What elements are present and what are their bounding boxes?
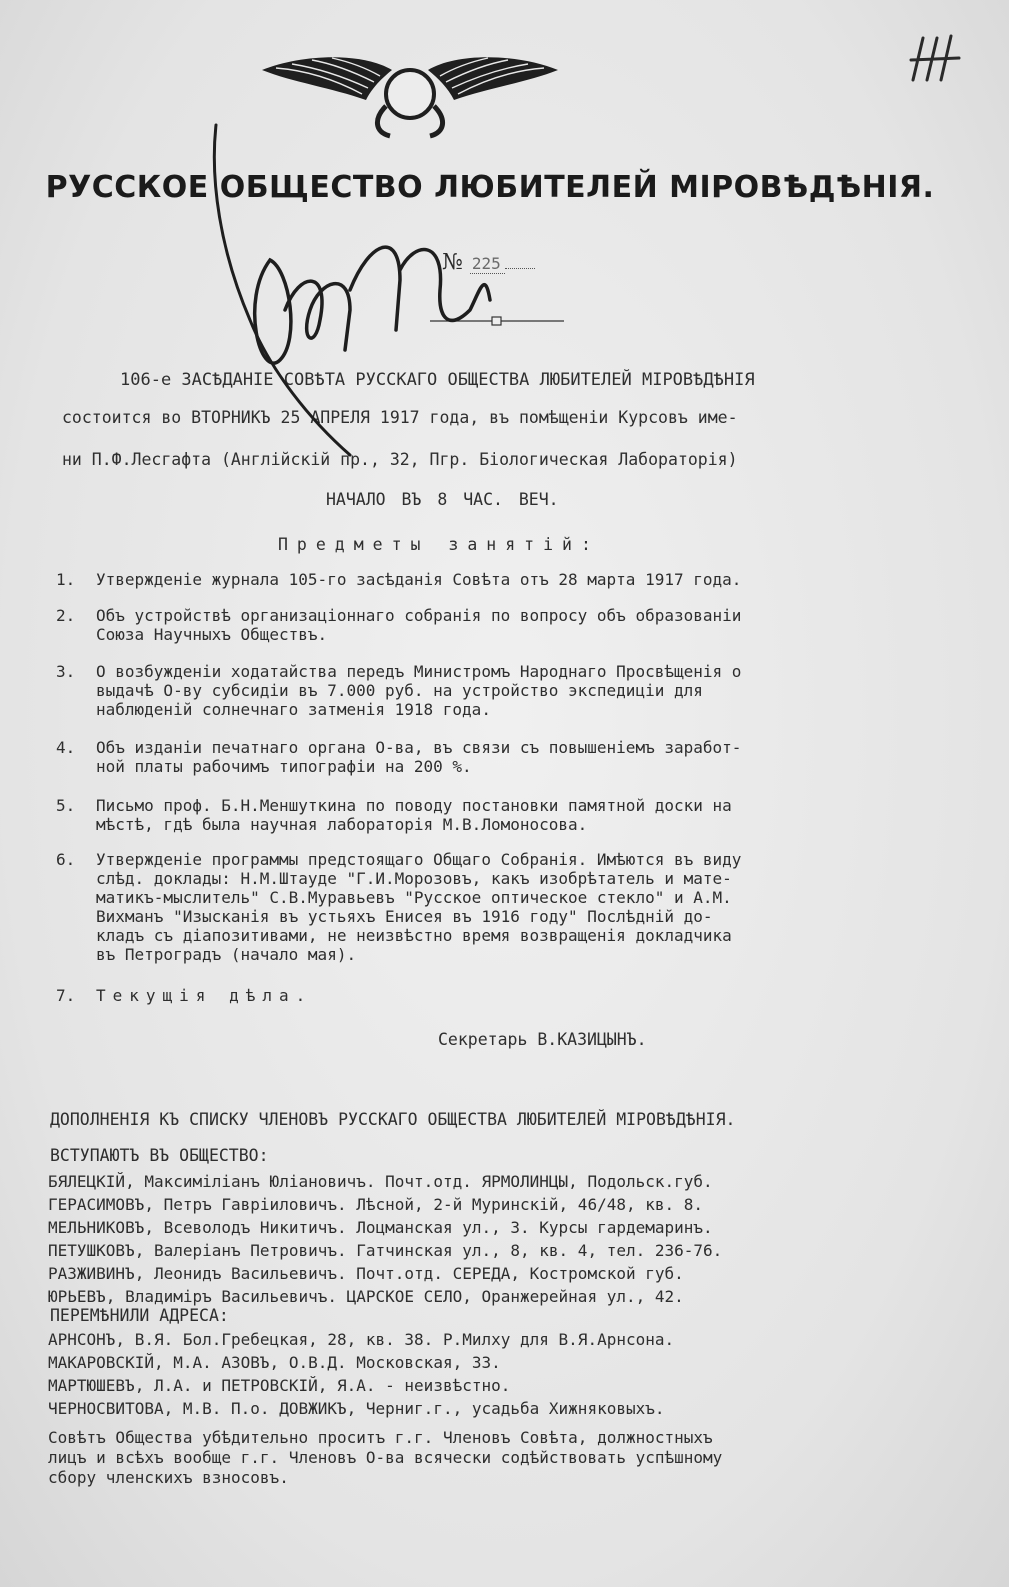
ornamental-divider <box>430 316 564 326</box>
agenda-item-text: Объ устройствѣ организаціоннаго собранія по вопросу объ образованіи Союза Научныхъ Обществъ. <box>96 606 742 644</box>
agenda-item-text: Письмо проф. Б.Н.Меншуткина по поводу постановки памятной доски на мѣстѣ, гдѣ была научная лабораторія М.В.Ломоносова. <box>96 796 732 834</box>
secretary-signature-line: Секретарь В.КАЗИЦЫНЪ. <box>438 1030 647 1049</box>
address-change-entry: МАКАРОВСКІЙ, М.А. АЗОВЪ, О.В.Д. Московская, 33. <box>48 1353 501 1372</box>
agenda-item-number: 4. <box>56 738 76 757</box>
meeting-line-2: состоится во ВТОРНИКЪ 25 АПРЕЛЯ 1917 года, въ помѣщеніи Курсовъ име- <box>62 408 738 427</box>
agenda-item-text: Утвержденіе журнала 105-го засѣданія Совѣта отъ 28 марта 1917 года. <box>96 570 742 589</box>
handwritten-corner-mark-icon <box>905 30 965 90</box>
member-entry: ЮРЬЕВЪ, Владиміръ Васильевичъ. ЦАРСКОЕ СЕЛО, Оранжерейная ул., 42. <box>48 1287 684 1306</box>
agenda-item-number: 7. <box>56 986 76 1005</box>
society-title: РУССКОЕ ОБЩЕСТВО ЛЮБИТЕЛЕЙ МІРОВѢДѢНІЯ. <box>45 170 935 205</box>
member-entry: ПЕТУШКОВЪ, Валеріанъ Петровичъ. Гатчинская ул., 8, кв. 4, тел. 236-76. <box>48 1241 723 1260</box>
agenda-item-number: 5. <box>56 796 76 815</box>
address-change-entry: МАРТЮШЕВЪ, Л.А. и ПЕТРОВСКІЙ, Я.А. - неизвѣстно. <box>48 1376 511 1395</box>
member-entry: МЕЛЬНИКОВЪ, Всеволодъ Никитичъ. Лоцманская ул., 3. Курсы гардемаринъ. <box>48 1218 713 1237</box>
agenda-item-text: Текущія дѣла. <box>96 986 313 1005</box>
member-entry: РАЗЖИВИНЪ, Леонидъ Васильевичъ. Почт.отд. СЕРЕДА, Костромской губ. <box>48 1264 684 1283</box>
meeting-line-3: ни П.Ф.Лесгафта (Англійскій пр., 32, Пгр. Біологическая Лабораторія) <box>62 450 738 469</box>
address-change-entry: АРНСОНЪ, В.Я. Бол.Гребецкая, 28, кв. 38. Р.Милху для В.Я.Арнсона. <box>48 1330 675 1349</box>
agenda-item-number: 3. <box>56 662 76 681</box>
subjects-heading: Предметы занятій: <box>278 535 600 554</box>
member-entry: БЯЛЕЦКІЙ, Максиміліанъ Юліановичъ. Почт.отд. ЯРМОЛИНЦЫ, Подольск.губ. <box>48 1172 713 1191</box>
agenda-item-number: 2. <box>56 606 76 625</box>
agenda-item-text: Объ изданіи печатнаго органа О-ва, въ связи съ повышеніемъ заработ- ной платы рабочимъ типографіи на 200 %. <box>96 738 742 776</box>
changed-address-heading: ПЕРЕМѢНИЛИ АДРЕСА: <box>50 1306 229 1325</box>
closing-request: Совѣтъ Общества убѣдительно проситъ г.г. Членовъ Совѣта, должностныхъ лицъ и всѣхъ вообще г.г. Членовъ О-ва всячески содѣйствовать успѣшному сбору членскихъ взносовъ. <box>48 1428 723 1487</box>
number-value: 225 <box>470 254 505 274</box>
joining-heading: ВСТУПАЮТЪ ВЪ ОБЩЕСТВО: <box>50 1146 269 1165</box>
document-number <box>442 250 535 275</box>
winged-sun-emblem-icon <box>262 48 558 148</box>
meeting-start-time: НАЧАЛО ВЪ 8 ЧАС. ВЕЧ. <box>326 490 559 509</box>
agenda-item-number: 6. <box>56 850 76 869</box>
agenda-item-text: Утвержденіе программы предстоящаго Общаго Собранія. Имѣются въ виду слѣд. доклады: Н.М.Штауде "Г.И.Морозовъ, какъ изобрѣтатель и мате- матикъ-мыслитель" С.В.Муравьевъ "Русское оптическое стекло" и А.М. Вихманъ "Изысканія въ устьяхъ Енисея въ 1916 году" Послѣдній до- кладъ съ діапозитивами, не неизвѣстно время возвращенія докладчика въ Петроградъ (начало мая). <box>96 850 742 964</box>
agenda-item-number: 1. <box>56 570 76 589</box>
members-additions-title: ДОПОЛНЕНІЯ КЪ СПИСКУ ЧЛЕНОВЪ РУССКАГО ОБЩЕСТВА ЛЮБИТЕЛЕЙ МІРОВѢДѢНІЯ. <box>50 1110 736 1129</box>
member-entry: ГЕРАСИМОВЪ, Петръ Гавріиловичъ. Лѣсной, 2-й Муринскій, 46/48, кв. 8. <box>48 1195 704 1214</box>
agenda-item-text: О возбужденіи ходатайства передъ Министромъ Народнаго Просвѣщенія о выдачѣ О-ву субсидіи въ 7.000 руб. на устройство экспедиціи для наблюденій солнечнаго затменія 1918 года. <box>96 662 742 719</box>
meeting-heading: 106-е ЗАСѢДАНІЕ СОВѢТА РУССКАГО ОБЩЕСТВА ЛЮБИТЕЛЕЙ МІРОВѢДѢНІЯ <box>120 370 755 390</box>
address-change-entry: ЧЕРНОСВИТОВА, М.В. П.о. ДОВЖИКЪ, Черниг.г., усадьба Хижняковыхъ. <box>48 1399 665 1418</box>
number-sign: № <box>442 250 463 275</box>
